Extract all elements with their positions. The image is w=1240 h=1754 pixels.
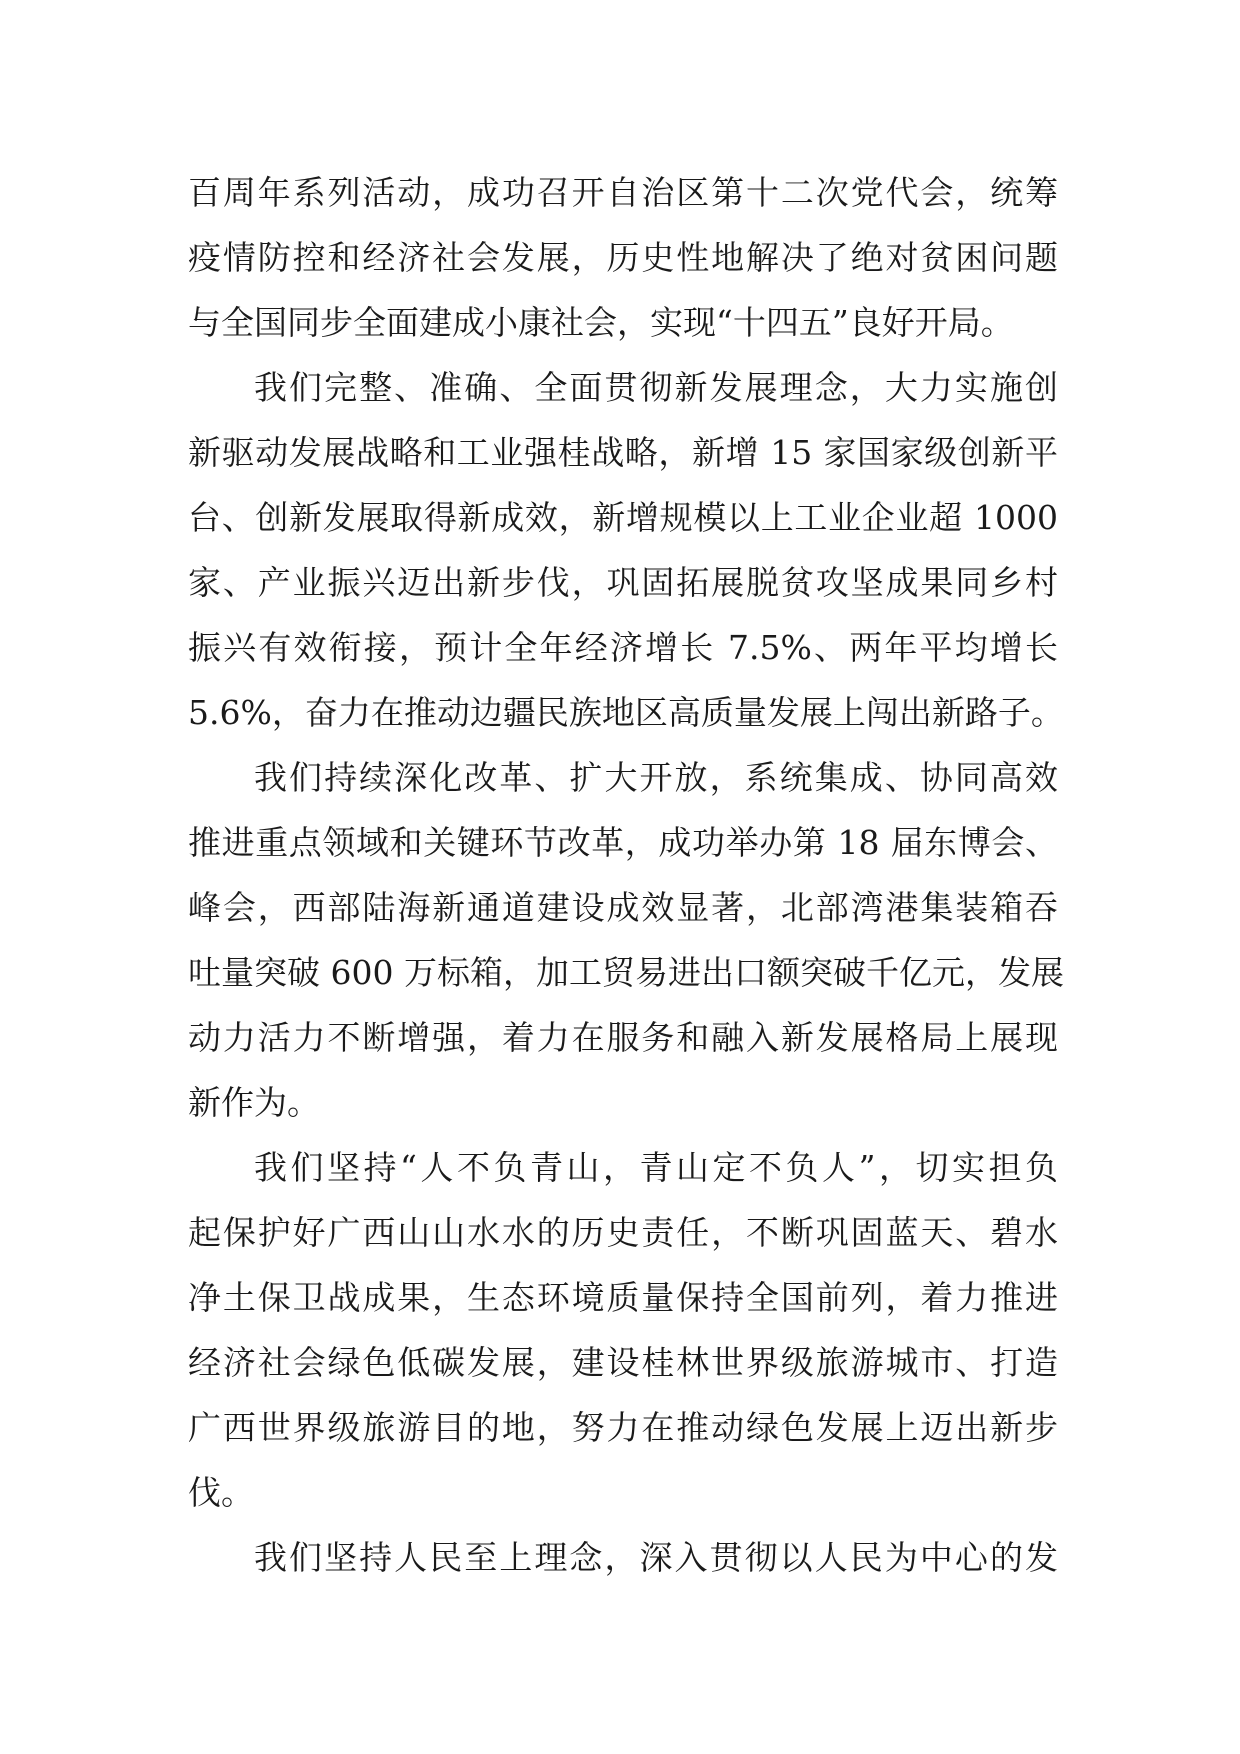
text-line: 我们坚持人民至上理念，深入贯彻以人民为中心的发 xyxy=(254,1538,1058,1577)
text-line: 我们持续深化改革、扩大开放，系统集成、协同高效 xyxy=(254,758,1058,797)
text-line: 动力活力不断增强，着力在服务和融入新发展格局上展现 xyxy=(188,1018,1058,1057)
text-line: 振兴有效衔接，预计全年经济增长 7.5%、两年平均增长 xyxy=(188,628,1058,667)
paragraph xyxy=(188,355,1064,745)
text-line: 吐量突破 600 万标箱，加工贸易进出口额突破千亿元，发展 xyxy=(188,953,1064,992)
text-line: 与全国同步全面建成小康社会，实现“十四五”良好开局。 xyxy=(188,303,1014,342)
text-line: 新作为。 xyxy=(188,1083,320,1122)
text-line: 推进重点领域和关键环节改革，成功举办第 18 届东博会、 xyxy=(188,823,1058,862)
paragraph xyxy=(188,1135,1058,1525)
text-line: 新驱动发展战略和工业强桂战略，新增 15 家国家级创新平 xyxy=(188,433,1058,472)
paragraph xyxy=(188,160,1058,355)
paragraph xyxy=(188,1525,1058,1590)
text-line: 5.6%，奋力在推动边疆民族地区高质量发展上闯出新路子。 xyxy=(188,693,1064,732)
text-line: 经济社会绿色低碳发展，建设桂林世界级旅游城市、打造 xyxy=(188,1343,1058,1382)
paragraph xyxy=(188,745,1064,1135)
text-line: 百周年系列活动，成功召开自治区第十二次党代会，统筹 xyxy=(188,173,1058,212)
text-line: 我们完整、准确、全面贯彻新发展理念，大力实施创 xyxy=(254,368,1058,407)
text-line: 家、产业振兴迈出新步伐，巩固拓展脱贫攻坚成果同乡村 xyxy=(188,563,1058,602)
body-text xyxy=(188,160,1064,1590)
text-line: 疫情防控和经济社会发展，历史性地解决了绝对贫困问题 xyxy=(188,238,1058,277)
text-line: 净土保卫战成果，生态环境质量保持全国前列，着力推进 xyxy=(188,1278,1058,1317)
text-line: 峰会，西部陆海新通道建设成效显著，北部湾港集装箱吞 xyxy=(188,888,1058,927)
text-line: 台、创新发展取得新成效，新增规模以上工业企业超 1000 xyxy=(188,498,1058,537)
text-line: 广西世界级旅游目的地，努力在推动绿色发展上迈出新步 xyxy=(188,1408,1058,1447)
text-line: 伐。 xyxy=(188,1473,254,1512)
text-line: 起保护好广西山山水水的历史责任，不断巩固蓝天、碧水 xyxy=(188,1213,1058,1252)
text-line: 我们坚持“人不负青山，青山定不负人”，切实担负 xyxy=(254,1148,1058,1187)
